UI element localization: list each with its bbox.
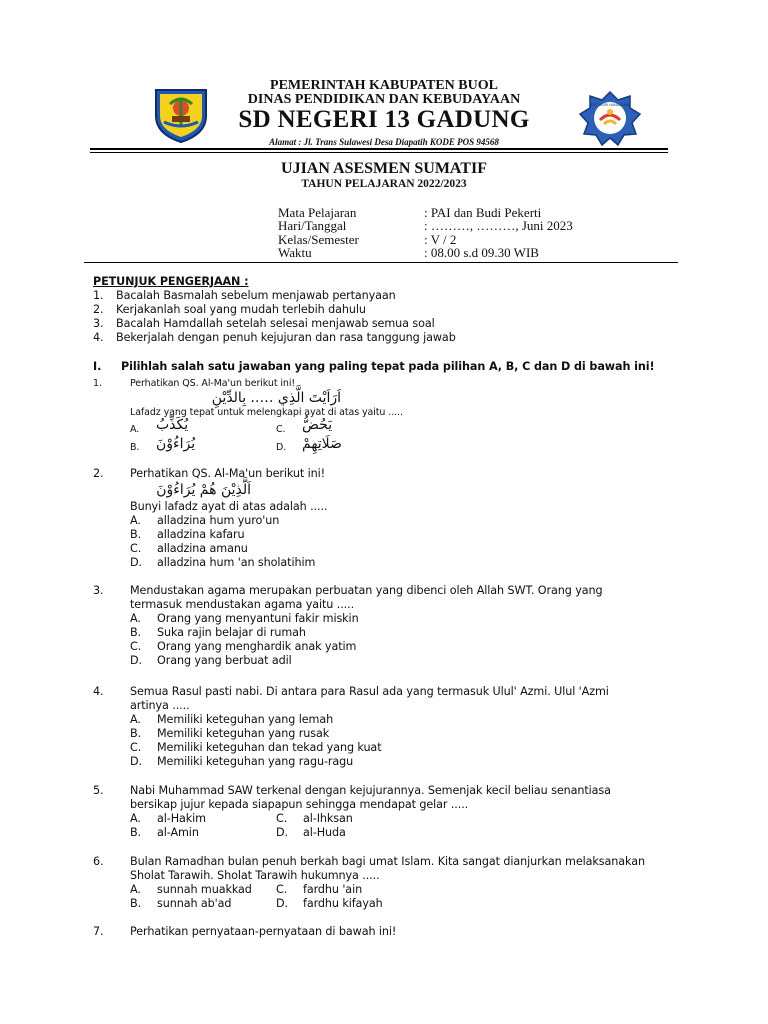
instructions-heading: PETUNJUK PENGERJAAN : <box>93 275 249 288</box>
question-text: Bunyi lafadz ayat di atas adalah ..... <box>130 500 328 513</box>
option-letter: A. <box>130 713 141 726</box>
option-letter: D. <box>130 755 142 768</box>
question-text: artinya ..... <box>130 699 190 712</box>
info-label: Hari/Tanggal <box>278 218 347 233</box>
question-text: Lafadz yang tepat untuk melengkapi ayat di atas yaitu ..... <box>130 407 403 418</box>
option-text: Memiliki keteguhan yang rusak <box>157 727 330 740</box>
option-arabic: يُكَذِّبُ <box>156 417 189 433</box>
info-value: : ………, ………, Juni 2023 <box>424 218 573 233</box>
option-text: alladzina hum yuro'un <box>157 514 280 527</box>
option-text: alladzina kafaru <box>157 528 245 541</box>
option-text: fardhu 'ain <box>303 883 363 896</box>
question-number: 5. <box>93 784 104 797</box>
logo-motto: TUT WURI HANDAYANI <box>590 103 630 107</box>
question-text: Perhatikan QS. Al-Ma'un berikut ini! <box>130 378 296 389</box>
header-divider-thin <box>90 152 668 153</box>
question-text: Mendustakan agama merupakan perbuatan yang dibenci oleh Allah SWT. Orang yang <box>130 584 603 597</box>
section-instruction: Pilihlah salah satu jawaban yang paling tepat pada pilihan A, B, C dan D di bawah ini! <box>121 360 655 373</box>
option-letter: C. <box>276 812 288 825</box>
arabic-verse: اَلَّذِيْنَ هُمْ يُرَاءُوْنَ <box>156 482 251 498</box>
option-text: Orang yang menyantuni fakir miskin <box>157 612 359 625</box>
instruction-number: 4. <box>93 331 104 344</box>
question-number: 2. <box>93 467 104 480</box>
option-letter: C. <box>130 741 142 754</box>
option-text: Memiliki keteguhan yang lemah <box>157 713 334 726</box>
instruction-text: Bacalah Hamdallah setelah selesai menjawab semua soal <box>116 317 435 330</box>
option-letter: A. <box>130 812 141 825</box>
option-text: fardhu kifayah <box>303 897 383 910</box>
option-letter: D. <box>276 442 287 453</box>
option-letter: B. <box>130 727 142 740</box>
question-text: termasuk mendustakan agama yaitu ..... <box>130 598 355 611</box>
option-text: Suka rajin belajar di rumah <box>157 626 306 639</box>
instruction-text: Bekerjalah dengan penuh kejujuran dan rasa tanggung jawab <box>116 331 456 344</box>
option-letter: B. <box>130 626 142 639</box>
option-arabic: صَلَاتِهِمْ <box>302 436 342 452</box>
option-letter: A. <box>130 612 141 625</box>
question-number: 4. <box>93 685 104 698</box>
academic-year: TAHUN PELAJARAN 2022/2023 <box>301 178 467 190</box>
instruction-number: 1. <box>93 289 104 302</box>
option-text: sunnah muakkad <box>157 883 252 896</box>
option-text: alladzina amanu <box>157 542 248 555</box>
option-letter: A. <box>130 514 141 527</box>
option-letter: A. <box>130 424 140 435</box>
option-text: Memiliki keteguhan yang ragu-ragu <box>157 755 354 768</box>
option-letter: D. <box>130 654 142 667</box>
option-text: al-Huda <box>303 826 346 839</box>
info-value: : 08.00 s.d 09.30 WIB <box>424 245 539 260</box>
info-value: : PAI dan Budi Pekerti <box>424 205 542 220</box>
department-name: DINAS PENDIDIKAN DAN KEBUDAYAAN <box>247 92 521 107</box>
question-number: 3. <box>93 584 104 597</box>
option-text: sunnah ab'ad <box>157 897 232 910</box>
info-value: : V / 2 <box>424 232 457 247</box>
question-text: Nabi Muhammad SAW terkenal dengan kejujurannya. Semenjak kecil beliau senantiasa <box>130 784 611 797</box>
option-letter: C. <box>276 883 288 896</box>
instruction-number: 3. <box>93 317 104 330</box>
option-letter: C. <box>130 542 142 555</box>
info-divider <box>84 262 678 263</box>
option-letter: B. <box>130 528 142 541</box>
option-letter: D. <box>130 556 142 569</box>
option-letter: B. <box>130 897 142 910</box>
option-text: al-Hakim <box>157 812 206 825</box>
exam-title: UJIAN ASESMEN SUMATIF <box>281 160 487 177</box>
question-text: Bulan Ramadhan bulan penuh berkah bagi umat Islam. Kita sangat dianjurkan melaksanakan <box>130 855 645 868</box>
question-number: 1. <box>93 378 102 389</box>
option-arabic: يُرَاءُوْنَ <box>156 436 196 452</box>
info-label: Mata Pelajaran <box>278 205 357 220</box>
question-text: Perhatikan pernyataan-pernyataan di bawah ini! <box>130 925 397 938</box>
instruction-text: Bacalah Basmalah sebelum menjawab pertanyaan <box>116 289 396 302</box>
option-text: al-Ihksan <box>303 812 353 825</box>
option-letter: A. <box>130 883 141 896</box>
question-number: 7. <box>93 925 104 938</box>
tut-wuri-handayani-icon <box>578 90 642 148</box>
option-letter: D. <box>276 897 288 910</box>
instruction-text: Kerjakanlah soal yang mudah terlebih dahulu <box>116 303 366 316</box>
option-letter: D. <box>276 826 288 839</box>
question-text: Perhatikan QS. Al-Ma'un berikut ini! <box>130 467 326 480</box>
option-letter: B. <box>130 826 142 839</box>
instruction-number: 2. <box>93 303 104 316</box>
school-name: SD NEGERI 13 GADUNG <box>238 106 530 133</box>
government-name: PEMERINTAH KABUPATEN BUOL <box>270 78 498 93</box>
option-letter: B. <box>130 442 140 453</box>
question-text: bersikap jujur kepada siapapun sehingga mendapat gelar ..... <box>130 798 469 811</box>
question-text: Sholat Tarawih. Sholat Tarawih hukumnya ..... <box>130 869 380 882</box>
header-divider-thick <box>90 148 668 150</box>
section-number: I. <box>93 360 102 373</box>
question-number: 6. <box>93 855 104 868</box>
question-text: Semua Rasul pasti nabi. Di antara para Rasul ada yang termasuk Ulul' Azmi. Ulul 'Azmi <box>130 685 609 698</box>
option-text: Memiliki keteguhan dan tekad yang kuat <box>157 741 382 754</box>
info-label: Waktu <box>278 245 312 260</box>
option-letter: C. <box>276 424 286 435</box>
option-letter: C. <box>130 640 142 653</box>
option-text: al-Amin <box>157 826 199 839</box>
info-label: Kelas/Semester <box>278 232 359 247</box>
option-arabic: يَحُضُّ <box>302 417 333 433</box>
arabic-verse: اَرَاَيْتَ الَّذِي ….. بِالدِّيْنِ <box>211 390 341 406</box>
option-text: Orang yang berbuat adil <box>157 654 292 667</box>
option-text: Orang yang menghardik anak yatim <box>157 640 357 653</box>
school-address: Alamat : Jl. Trans Sulawesi Desa Diapatih KODE POS 94568 <box>269 137 499 147</box>
option-text: alladzina hum 'an sholatihim <box>157 556 316 569</box>
